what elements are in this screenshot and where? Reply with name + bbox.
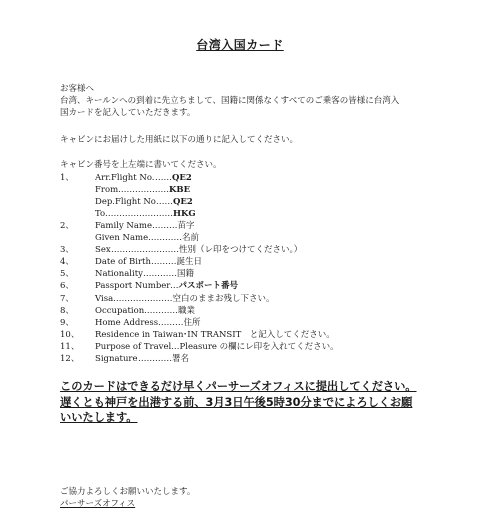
item-value: パスポート番号 <box>178 281 239 292</box>
closing-signature: パーサーズオフィス <box>60 499 136 509</box>
item-label: Dep.Flight No <box>95 197 156 208</box>
item-value: 空白のままお残し下さい。 <box>172 293 275 304</box>
item-tail <box>138 353 189 365</box>
item-number: 2、 <box>60 221 74 232</box>
item-label: Residence in Taiwan <box>95 329 184 340</box>
item-label: Passport Number <box>95 281 171 292</box>
item-tail <box>148 232 199 244</box>
intro-para1-line2: 国カードを記入していただきます。 <box>60 108 196 118</box>
item-label: Given Name <box>95 233 149 244</box>
intro-para2: キャビンにお届けした用紙に以下の通りに記入してください。 <box>60 135 299 145</box>
closing-block <box>60 486 195 510</box>
item-label: Date of Birth <box>95 257 151 268</box>
item-tail <box>171 341 339 353</box>
item-value: Pleasure の欄にレ印を入れてください。 <box>179 341 339 352</box>
item-label: Home Address <box>95 317 159 328</box>
item-leader: ……… <box>152 221 178 232</box>
item-tail <box>156 196 193 208</box>
item-leader: ………… <box>144 305 178 316</box>
item-label: Arr.Flight No. <box>95 173 155 183</box>
item-tail <box>152 220 195 232</box>
item-value: 誕生日 <box>176 257 203 268</box>
item-value: 職業 <box>178 305 196 316</box>
greeting: お客様へ <box>60 84 95 94</box>
item-label: Occupation <box>95 305 145 316</box>
item-tail <box>144 305 195 317</box>
item-tail <box>143 268 194 280</box>
item-value: 苗字 <box>177 221 195 232</box>
item-value: 性別（レ印をつけてください。） <box>179 245 303 256</box>
item-leader: ……… <box>151 257 177 268</box>
item-leader: …………………… <box>105 209 173 220</box>
item-leader: ･ <box>183 329 188 340</box>
intro-block <box>60 83 440 161</box>
item-number: 6、 <box>60 281 74 292</box>
item-number: 11、 <box>60 341 80 352</box>
item-label: To <box>95 209 106 220</box>
item-value: IN TRANSIT と記入してください。 <box>187 329 335 340</box>
item-label: Purpose of Travel <box>95 341 172 352</box>
item-number: 9、 <box>60 317 74 328</box>
item-tail <box>183 329 335 341</box>
item-number: 12、 <box>60 353 80 364</box>
item-value: KBE <box>169 185 191 196</box>
item-tail <box>155 172 192 184</box>
item-value: QE2 <box>173 197 193 208</box>
item-label: Sex <box>95 245 111 256</box>
item-number: 10、 <box>60 329 80 340</box>
item-number: 8、 <box>60 305 74 316</box>
item-label: From <box>95 185 119 196</box>
item-tail <box>111 244 302 256</box>
item-tail <box>158 317 201 329</box>
item-label: Visa <box>95 293 114 304</box>
item-tail <box>105 208 196 220</box>
item-leader: …………………… <box>111 245 179 256</box>
document-title <box>0 36 480 53</box>
item-number: 7、 <box>60 293 74 304</box>
list-heading: キャビン番号を上左端に書いてください。 <box>60 160 222 170</box>
title-text: 台湾入国カード <box>196 38 284 52</box>
item-leader: …… <box>156 197 173 208</box>
item-value: 署名 <box>172 353 190 364</box>
item-tail <box>170 280 238 292</box>
intro-para1-line1: 台湾、キールンへの到着に先立ちまして、国籍に関係なくすべてのご乗客の皆様に台湾入 <box>60 96 400 106</box>
item-number: 3、 <box>60 245 74 256</box>
item-value: 国籍 <box>177 269 195 280</box>
item-leader: … <box>171 341 180 352</box>
item-number: 1、 <box>60 173 74 183</box>
closing-thanks: ご協力よろしくお願いいたします。 <box>60 487 196 497</box>
item-value: 住所 <box>183 317 201 328</box>
item-tail <box>118 184 190 196</box>
item-leader: ……… <box>158 317 184 328</box>
item-leader: ………… <box>138 353 172 364</box>
item-leader: ………… <box>143 269 177 280</box>
item-leader: … <box>170 281 179 292</box>
item-tail <box>151 256 202 268</box>
item-leader: …… <box>155 173 172 183</box>
item-leader: ………………… <box>113 293 173 304</box>
item-value: QE2 <box>172 173 192 183</box>
item-leader: ………… <box>148 233 182 244</box>
item-label: Nationality <box>95 269 143 280</box>
item-value: HKG <box>173 209 196 220</box>
item-label: Family Name <box>95 221 152 232</box>
item-number: 4、 <box>60 257 74 268</box>
item-tail <box>113 293 275 305</box>
item-label: Signature <box>95 353 138 364</box>
item-number: 5、 <box>60 269 74 280</box>
item-value: 名前 <box>182 233 200 244</box>
item-leader: ……………… <box>118 185 169 196</box>
submission-notice: このカードはできるだけ早くパーサーズオフィスに提出してください。遅くとも神戸を出港する前、3月3日午後5時30分までによろしくお願いいたします。 <box>60 380 417 424</box>
